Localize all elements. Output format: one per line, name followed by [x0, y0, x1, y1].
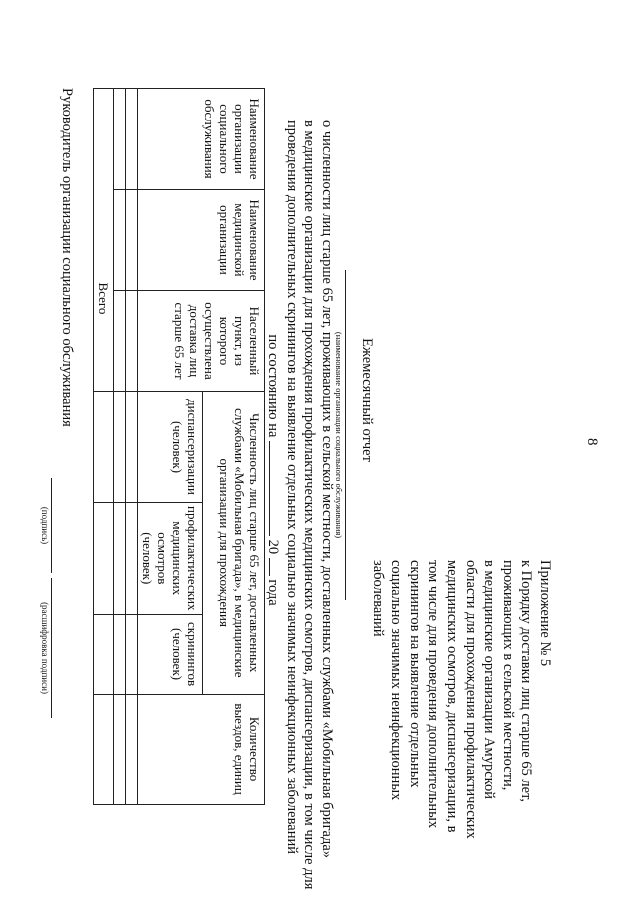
appendix-line: области для прохождения профилактических: [462, 560, 479, 839]
table-cell[interactable]: [94, 392, 114, 503]
header-org-name: Наименование организации социального обслуживания: [138, 89, 265, 190]
header-settlement: Населенный пункт, из которого осуществлена доставка лиц старше 65 лет: [138, 291, 265, 392]
appendix-line: Приложение № 5: [537, 560, 553, 667]
signature-blank-field[interactable]: [51, 478, 52, 573]
appendix-line: социально значимых неинфекционных: [388, 560, 405, 801]
heading-line: проведения дополнительных скринингов на выявление отдельных социально значимых неинфекционных заболеваний: [284, 120, 300, 854]
table-row: [114, 89, 126, 805]
report-heading: [264, 120, 335, 890]
table-cell[interactable]: [94, 694, 114, 804]
appendix-line: медицинских осмотров, диспансеризации, в: [444, 560, 461, 833]
table-cell[interactable]: [94, 503, 114, 615]
table-cell[interactable]: [114, 392, 126, 503]
heading-line: в медицинские организации для прохождения профилактических медицинских осмотров, диспансеризации, в том числе для: [301, 120, 318, 890]
table-cell[interactable]: [126, 392, 138, 503]
appendix-line: скринингов на выявление отдельных: [406, 560, 423, 788]
table-cell[interactable]: [126, 503, 138, 615]
table-cell[interactable]: [126, 190, 138, 291]
table-cell[interactable]: [126, 614, 138, 694]
table-cell[interactable]: [94, 614, 114, 694]
organization-name-line: [345, 270, 346, 600]
appendix-line: в медицинские организации Амурской: [481, 560, 498, 799]
date-line: [264, 120, 283, 820]
signature-decode-blank-field[interactable]: [51, 578, 52, 718]
table-row: [126, 89, 138, 805]
appendix-line: том числе для проведения дополнительных: [425, 560, 442, 829]
table-cell[interactable]: [126, 89, 138, 190]
header-trip-count: Количество выездов, единиц: [138, 694, 265, 804]
table-cell[interactable]: [126, 694, 138, 804]
organization-name-caption: (наименование организации социального обслуживания): [334, 331, 344, 539]
report-title: Ежемесячный отчет: [359, 338, 375, 462]
table-cell[interactable]: [114, 89, 126, 190]
date-prefix: по состоянию на: [265, 334, 282, 438]
signature-decode-caption: (расшифровка подписи): [40, 602, 50, 694]
appendix-line: заболеваний: [369, 560, 386, 637]
signature-caption: (подпись): [40, 506, 50, 545]
date-blank-field[interactable]: [270, 441, 283, 536]
table-total-row: [94, 89, 114, 805]
date-year-prefix: 20: [265, 539, 282, 555]
table-cell[interactable]: [114, 503, 126, 615]
table-header-row: [203, 89, 265, 805]
year-blank-field[interactable]: [270, 558, 283, 576]
appendix-line: к Порядку доставки лиц старше 65 лет,: [518, 560, 535, 802]
report-table: [93, 88, 265, 805]
page-number: 8: [584, 438, 600, 446]
date-suffix: года: [265, 579, 282, 606]
header-prophylactic: профилактических медицинских осмотров (человек): [138, 503, 203, 615]
appendix-line: проживающих в сельской местности,: [499, 560, 516, 791]
table-cell[interactable]: [126, 291, 138, 392]
total-label: Всего: [94, 89, 114, 392]
table-cell[interactable]: [114, 694, 126, 804]
table-cell[interactable]: [114, 190, 126, 291]
header-dispensary: диспансеризации (человек): [138, 392, 203, 503]
table-cell[interactable]: [114, 614, 126, 694]
header-screenings: скринингов (человек): [138, 614, 203, 694]
header-count-group: Численность лиц старше 65 лет, доставленных службами «Мобильная бригада», в медицинские организации для прохождения: [203, 392, 265, 695]
appendix-reference: [368, 560, 554, 900]
heading-line: о численности лиц старше 65 лет, проживающих в сельской местности, доставленных службами «Мобильная бригада»: [319, 120, 335, 859]
signature-label: Руководитель организации социального обслуживания: [59, 88, 75, 427]
header-medical-org: Наименование медицинской организации: [138, 190, 265, 291]
table-cell[interactable]: [114, 291, 126, 392]
